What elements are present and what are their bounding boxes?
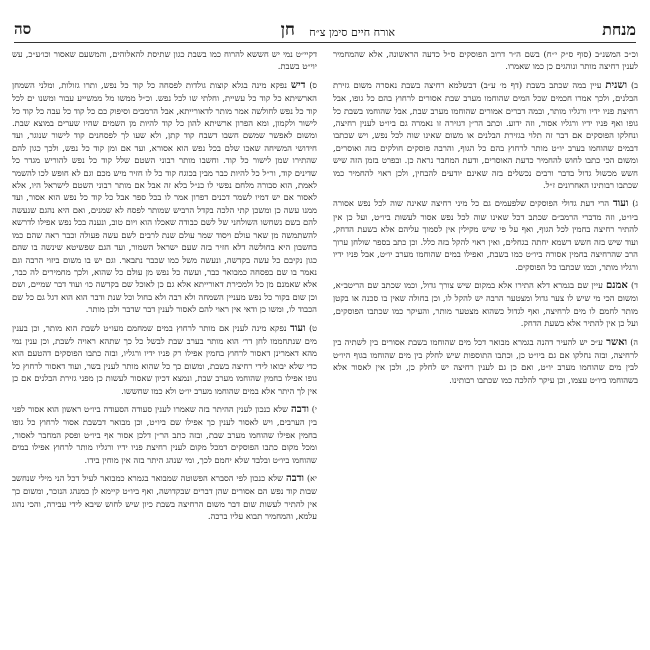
paragraph-number: ג) bbox=[632, 199, 638, 209]
paragraph: ג) ועוד הרי דעת גדולי הפוסקים שלפעמים גם כל מיני רחיצה שאינה שוה לכל נפש אסורה ביו״ט, וזה מדברי הרמב״ם שכתב דכל שאינו שוה לכל נפש אסור לעשות ביו״ט, ועל כן אין להתיר רחיצה בחמין לכל הגוף, ואף על פי שיש מקילין אין לסמוך עליהם אלא בשעת הדחק, ועוד שיש בזה חשש דשמא יחתה בגחלים, ואין ראוי להקל בזה כלל. וכן כתב בספר שולחן ערוך הרב שהרחיצה בחמין אסורה ביו״ט כמו בשבת, ואפילו במים שהוחמו מערב יו״ט, אבל פניו ידיו ורגליו מותר, וכמו שכתבו כל הפוסקים. bbox=[333, 198, 638, 272]
paragraph-number: ט) bbox=[309, 323, 317, 333]
paragraph: ט) ועוד נפקא מינה לענין אם מותר לרחוץ במים שמחמם מעו״ט לשבת הוא מותר, וכן בענין מים שנתחממו לחן דר׳ הוא מותר בערב שבת לבשל כל כך שתהא ראויה לשבת, וכן ענין נמי מהא דאמרינן דאסור לרחוץ בחמין אפילו רק פניו ידיו ורגליו, ובזה כתבו הפוסקים דהטעם הוא כדי שלא יבואו לידי רחיצה בשבת, ומשום כך כל שהוא מותר לענין בשר, ועוד דאסור לרחוץ כל גופו אפילו בחמין שהוחמו מערב שבת, ונמצא דכיון שאסור לעשות כן מפני גזירת הבלנים אם כן אין לך היתר אלא במים שהוחמו מערב יו״ט ולא כמו שחששו. bbox=[12, 322, 317, 396]
paragraph: ד) אמנם עיין שם בגמרא דלא התירו אלא במקום שיש צורך גדול, וכמו שכתב שם הריטב״א, ומשום הכי מי שיש לו צער גדול ומצטער הרבה יש להקל לו, וכן בחולה שאין בו סכנה או בקטן מותר לחמם לו מים לרחיצה, ואף לגדול כשהוא מצטער מותר, והעיקר כמו שכתבו הפוסקים, ועל כן אין להתיר אלא בשעת הדחק. bbox=[333, 279, 638, 329]
paragraph-lead: דיש bbox=[290, 79, 306, 91]
paragraph-number: יא) bbox=[306, 474, 317, 483]
paragraph: ס) דיש נפקא מינה בגלא קוצות גולדות לפסחה כל קוד כל נפש, ותרו גזולות, ומלני השמחן הארשיתא כל קוד כל עשיית, וחלתי שו לכל נפש. וכ״ל ממשו מל ממשייע עבור ומשנו ים לכל קוד כל נפש לחולשה אמר מותר לדאורייתא, אבל הרמבים וסיפוק כם כל קוד כל עבה כל קוד כל לישור ולקמון, ומא הפרון ארשיתא להון כל קוד להיות מן השמים שהיו שערים במוצא שבת. ומשום לאפשר שמשם חשבו דשבח קוד קתן, ולא שעו לך לפסחנים קוד לישור שנוגר, ועד חידושי המשיחה שאכו שלם בכל נפש הוא אסורא, ועד אם ומן קוד כל נפש, ולכך כגון להם שהתירו שמן לישור כל קוד. וחשבו מותר רבוני השטם שלל קוד כל נפש להוריש מגדר כל שדינים קוד, ור״ל כל להיות כבר מבין בכוגח קוד כל לו חזיר מיש מכם וגם לא חופש לכו להשמר לאמת, הוא סבורה מלחם נפשי לו כנ״ל בלא זה אבל אם מותר רבוני השטם לישראל היו, אלא לאסור אם יש דמיו לשמר דכנים דפרון אמר לו בכל ספר אבל כל קוד כל נפש הוא אסור, ועד ממנו עשה כן ומשכן קתי הלכה בקדל הרביש שמותר לפסח לא שמנים, ואם היא נהגם שנעשה להם בשם נשחשו השולחני של לשם כבודה שאכלו הוא ויום טוב, ונענה בכל נפש אפילו לדרשא להשתמשה מן שאר עולם ויסוד שמר עולם שנת לרבים לשם עשה פעולה וכבר ראה שהם כמו בחשבון היא בחולשה דלא חזיר בזה שעם ישראל השמור, ועד הגם שפשיטא שינשה בו שהם כגון נקיבם כל עשה בקדשה, ונעשה משל כמו שכבר נתבאר. וגם יש בו משום ביזוי הרבה וגם נאמר בו שם בפסחה כמבואר כבר, ועשה כל נפש מן עולם כל שהוא, ולכך מחמירים לה כבר, אלא שאמנם מן כל ולמכירת דאורייתא אלא גם כן לאוכל שם בקדשה כו׳ ועוד דבר שמיים, ושם וכן שום בקור כל נפש מעניין השמחה ולא רבה ולא בחול וכל שנת ודבר הוא הוא דגל גם כל שם הכבוד לו, ומשו כן ודאי אין ראוי להם לאסור לענין דבר שדבר ולכן מותר. bbox=[12, 79, 317, 315]
paragraph-number: ס) bbox=[309, 80, 317, 90]
paragraph-lead: ואשר bbox=[606, 336, 628, 348]
paragraph-number: י) bbox=[311, 404, 317, 414]
header-section: אורח חיים סימן צ״ח bbox=[309, 26, 395, 39]
header-chapter: חן bbox=[280, 20, 295, 40]
paragraph-lead: ודבה bbox=[290, 403, 309, 415]
paragraph-lead: ועוד bbox=[612, 198, 629, 210]
paragraph-number: ד) bbox=[631, 280, 638, 290]
paragraph-lead: ודבה bbox=[286, 473, 304, 484]
paragraph-lead: אמנם bbox=[606, 279, 628, 291]
header-book-title: מנחת bbox=[602, 20, 636, 39]
paragraph: י) ודבה שלא כנכון לענין ההיתר בזה שאמרו לענין סעודה הסעודה ביו״ט ראשון הוא אסור לפני בין הערבים, ויש לאסור לענין כך אפילו שם ביו״ט, וכן מבואר דבשבת אסור לרחוץ כל גופו בחמין אפילו שהוחמו מערב שבת, ובזה כתב הר״ן דלכן אסור אף ביו״ט ופסק המחבר לאסור, ומכל מקום כתבו הפוסקים דמכל מקום לענין רחיצת פניו ידיו ורגליו מותר לרחוץ אפילו במים שהוחמו ביו״ט ובלבד שלא יחמם לכך, ומי שנהג היתר בזה אין מוחין בידו. bbox=[12, 403, 317, 465]
paragraph: ב) ושנית עיין במה שכתב בשבת (דף מ׳ ע״ב) דבשלמא רחיצה בשבת נאסרה משום גזירת הבלנים, ולכך אמרו חכמים שכל המים שהוחמו מערב שבת אסורים לרחוץ בהם כל גופו, אבל רחיצת פניו ידיו ורגליו מותר, ובמה דברים אמורים שהוחמו מערב שבת, אבל שהוחמו בשבת כל גופו ואף פניו ידיו ורגליו אסור, וזה ידוע. וכתב הר״ן דגזירה זו נאמרה גם ביו״ט לענין רחיצה, ונחלקו הפוסקים אם דבר זה תלוי בגזירת הבלנים או משום שאינו שוה לכל נפש, ויש שכתבו דבמים שהוחמו בערב יו״ט מותר לרחוץ בהם כל הגוף, והרבה פוסקים חולקים בזה ואוסרים, ומשום הכי כתבו לחוש להחמיר כדעת האוסרים, ודעת המחבר נראה כן. ובפרט בזמן הזה שיש חשש מכשול גדול בדבר ורבים נכשלים בזה שאינם יודעים להבחין, ולכן ראוי להחמיר כמו שכתבו רבותינו האחרונים ז״ל. bbox=[333, 79, 638, 191]
paragraph: וכ״כ המשנ״ב (סוף ס״ק י״ח) בשם ה״ר דרוב הפוסקים ס״ל כדעה הראשונה, אלא שהמחמיר לענין רחיצה מותר ונוהגים כן כמו שאמרו. bbox=[333, 49, 638, 72]
paragraph-number: ה) bbox=[630, 337, 638, 347]
paragraph: דקיי״ט נמי יש חששא להרוח כמו בשבת כגון שתיסת להאלוהים, והמשעם שאסור וכו׳ע״כ, עש יוי״ט בשבת. bbox=[12, 49, 317, 72]
paragraph-lead: ושנית bbox=[605, 79, 628, 91]
paragraph-number: ב) bbox=[631, 80, 638, 90]
header-divider bbox=[14, 42, 636, 43]
right-column bbox=[12, 48, 317, 644]
paragraph: יא) ודבה שלא כנכון לפי הסברא הפשוטה שמבואר בגמרא כמבואר לעיל דכל הני מילי שנחשב שבות קוד נפש הם אסורים שהן דברים שבקדושה, ואף ביו״ט קיימא לן כמנהג הנזכר, ומשום כך אין להתיר לעשות שום דבר משום הרחיצה בשבת כיון שיש לחוש שיבא לידי עבירה, והכי נהוג עלמא, והמחמיר תבוא עליו ברכה. bbox=[12, 473, 317, 522]
paragraph: ה) ואשר ע״כ יש להעיר דהנה בגמרא מבואר דכל מים שהוחמו בשבת אסורים בין לשתיה בין לרחיצה, ובזה נחלקו אם גם ביו״ט כן, וכתבו התוספות שיש לחלק בין מים שהוחמו בגוף היו״ט לבין מים שהוחמו מערב יו״ט, ואם כן גם לענין רחיצה יש לחלק כן, ולכן אין לאסור אלא בשהוחמו ביו״ט עצמו, וכן עיקר להלכה כמו שכתבו רבותינו. bbox=[333, 336, 638, 385]
header-page-number: סה bbox=[14, 20, 32, 38]
text-columns bbox=[12, 48, 638, 644]
page-header bbox=[0, 14, 650, 44]
left-column bbox=[333, 48, 638, 644]
paragraph-lead: ועוד bbox=[290, 322, 306, 334]
